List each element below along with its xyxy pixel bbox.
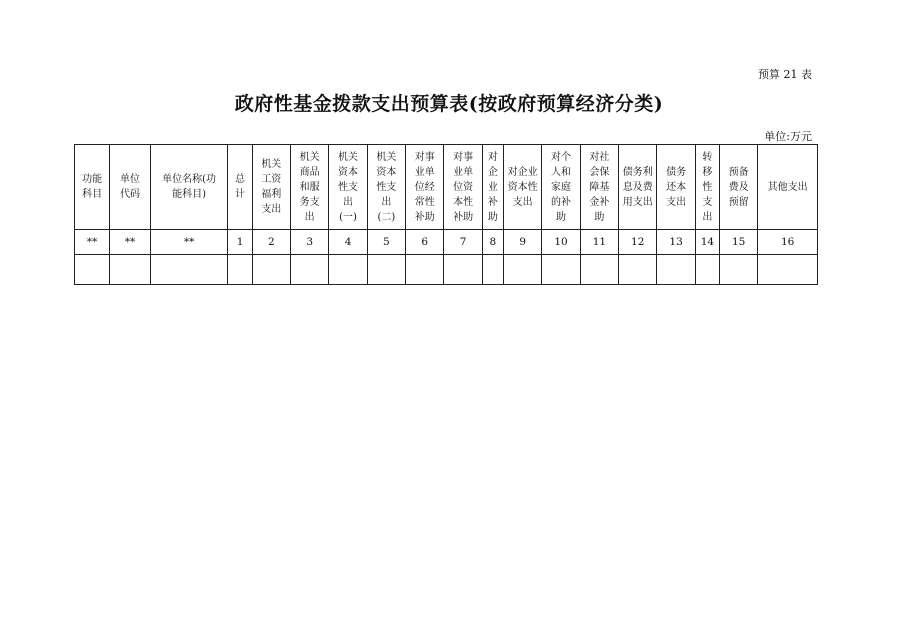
data-cell [695, 255, 719, 285]
index-cell: ** [150, 230, 228, 255]
index-cell: 11 [580, 230, 618, 255]
data-cell [110, 255, 150, 285]
data-cell [228, 255, 252, 285]
index-cell: 13 [657, 230, 695, 255]
header-cell: 对个人和家庭的补助 [542, 145, 580, 230]
index-cell: 10 [542, 230, 580, 255]
header-cell: 其他支出 [758, 145, 818, 230]
data-cell [329, 255, 367, 285]
header-cell: 对事业单位经常性补助 [406, 145, 444, 230]
index-cell: 5 [367, 230, 405, 255]
header-cell: 机关资本性支出(二) [367, 145, 405, 230]
header-cell: 机关工资福利支出 [252, 145, 290, 230]
index-cell: 15 [720, 230, 758, 255]
header-cell: 转移性支出 [695, 145, 719, 230]
header-cell: 机关商品和服务支出 [291, 145, 329, 230]
data-cell [150, 255, 228, 285]
header-cell: 预备费及预留 [720, 145, 758, 230]
index-cell: 4 [329, 230, 367, 255]
index-cell: 12 [619, 230, 657, 255]
header-cell: 对企业补助 [482, 145, 503, 230]
index-cell: 14 [695, 230, 719, 255]
index-cell: 6 [406, 230, 444, 255]
data-cell [657, 255, 695, 285]
data-cell [75, 255, 110, 285]
data-cell [291, 255, 329, 285]
data-cell [720, 255, 758, 285]
header-cell: 功能科目 [75, 145, 110, 230]
header-cell: 总计 [228, 145, 252, 230]
index-cell: 3 [291, 230, 329, 255]
index-cell: 8 [482, 230, 503, 255]
data-cell [758, 255, 818, 285]
index-cell: ** [110, 230, 150, 255]
data-cell [444, 255, 482, 285]
header-cell: 债务还本支出 [657, 145, 695, 230]
budget-table [74, 144, 818, 285]
data-cell [482, 255, 503, 285]
header-cell: 对企业资本性支出 [503, 145, 541, 230]
header-cell: 单位代码 [110, 145, 150, 230]
index-row [75, 230, 818, 255]
header-row [75, 145, 818, 230]
index-cell: 9 [503, 230, 541, 255]
form-number: 预算 21 表 [758, 68, 812, 81]
header-cell: 对事业单位资本性补助 [444, 145, 482, 230]
header-cell: 对社会保障基金补助 [580, 145, 618, 230]
header-cell: 机关资本性支出(一) [329, 145, 367, 230]
index-cell: 2 [252, 230, 290, 255]
index-cell: ** [75, 230, 110, 255]
data-cell [580, 255, 618, 285]
index-cell: 16 [758, 230, 818, 255]
header-cell: 单位名称(功能科目) [150, 145, 228, 230]
index-cell: 7 [444, 230, 482, 255]
data-cell [619, 255, 657, 285]
header-cell: 债务利息及费用支出 [619, 145, 657, 230]
unit-label: 单位:万元 [764, 130, 812, 143]
index-cell: 1 [228, 230, 252, 255]
data-cell [252, 255, 290, 285]
data-cell [503, 255, 541, 285]
empty-data-row [75, 255, 818, 285]
data-cell [367, 255, 405, 285]
page-title: 政府性基金拨款支出预算表(按政府预算经济分类) [234, 93, 664, 115]
data-cell [406, 255, 444, 285]
data-cell [542, 255, 580, 285]
